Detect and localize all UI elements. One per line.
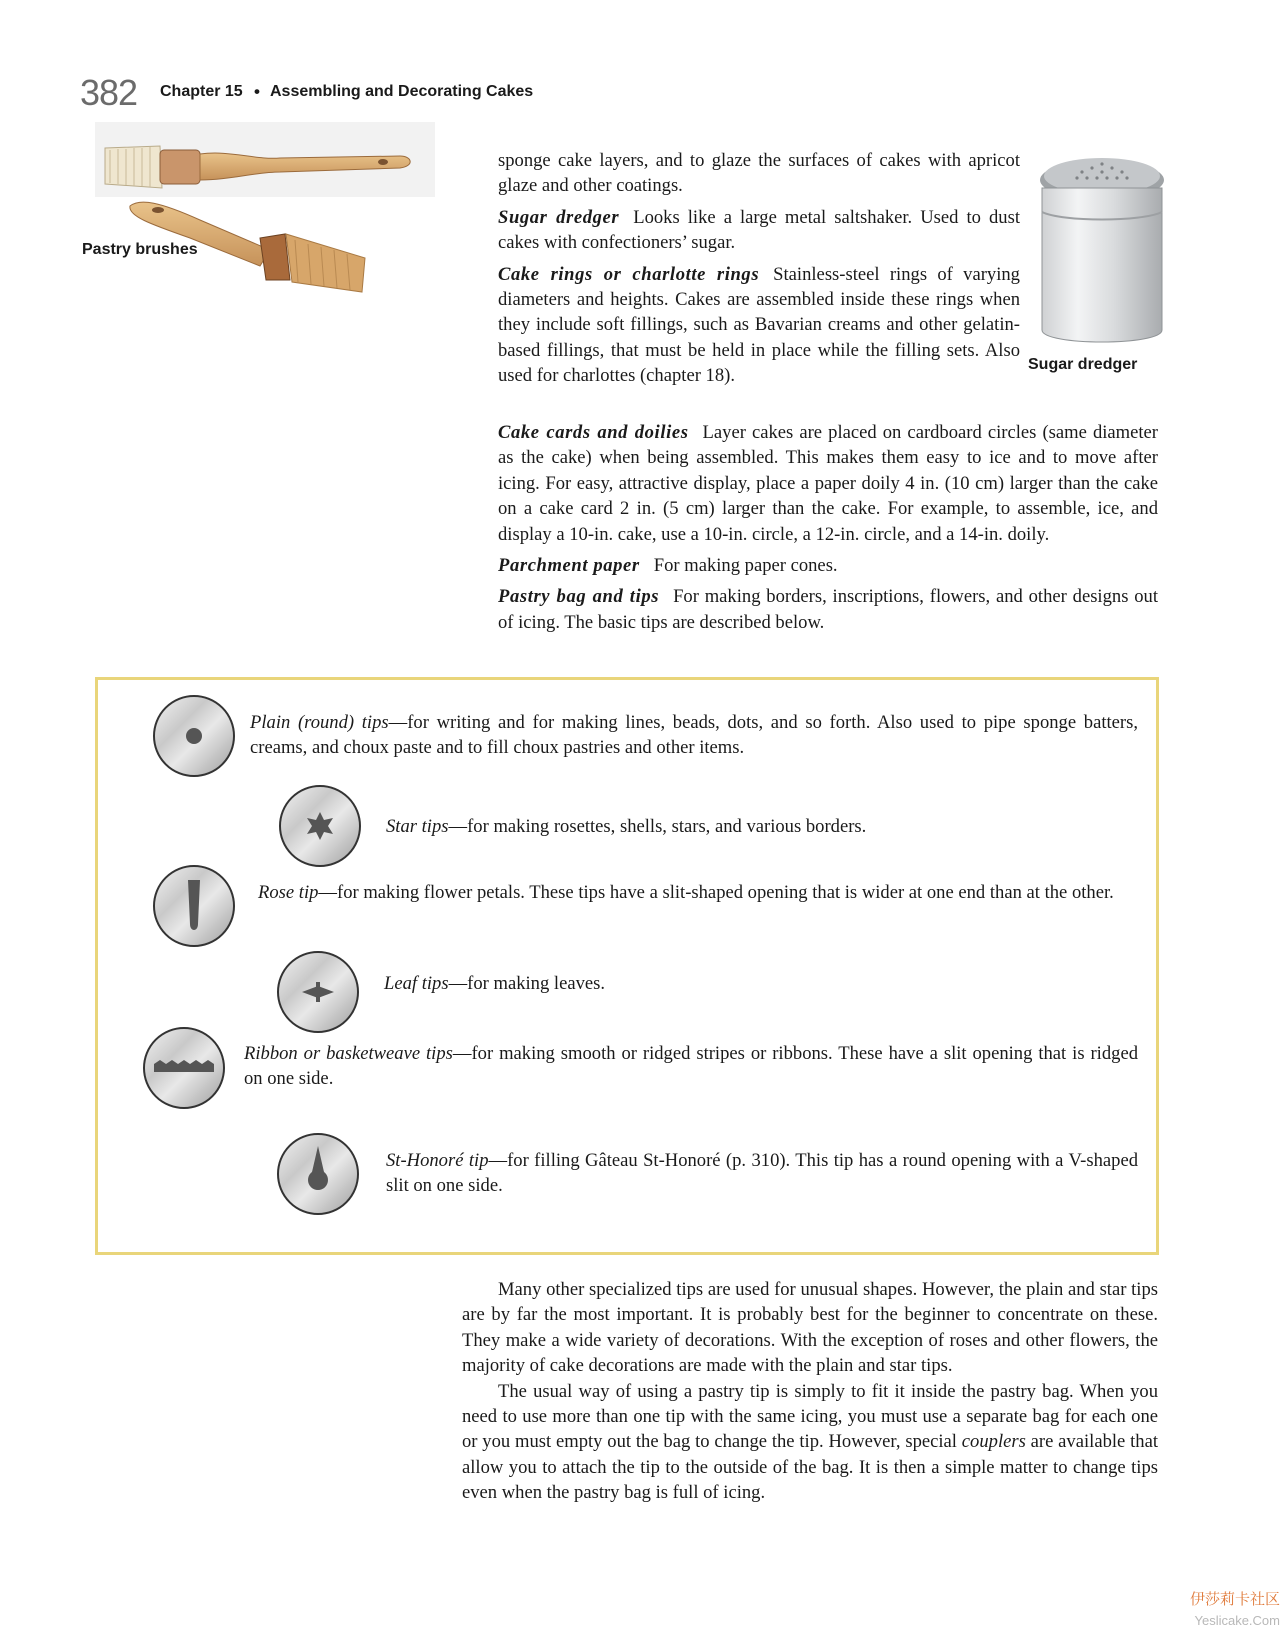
st-honore-tip-icon [276, 1132, 360, 1216]
ribbon-tip-icon [142, 1026, 226, 1110]
st-honore-tip-desc: —for filling Gâteau St-Honoré (p. 310). This tip has a round opening with a V-shaped slit on one side. [386, 1150, 1138, 1197]
leaf-tip-icon [276, 950, 360, 1034]
ribbon-tip-description [244, 1041, 1138, 1092]
leaf-tip-desc: —for making leaves. [448, 973, 606, 994]
star-tip-description [386, 814, 1136, 839]
leaf-tip-name: Leaf tips [384, 973, 449, 994]
cake-cards-term: Cake cards and doilies [498, 422, 689, 443]
sugar-dredger-text: Looks like a large metal saltshaker. Used to dust cakes with confectioners’ sugar. [498, 206, 1021, 254]
ribbon-tip-desc: —for making smooth or ridged stripes or ribbons. These have a slit opening that is ridged on one side. [244, 1043, 1138, 1090]
cake-cards-entry [498, 420, 1158, 547]
cake-rings-text: Stainless-steel rings of varying diameters and heights. Cakes are assembled inside these rings when they include soft fillings, such as Bavarian creams and other gelatin-based fillings, that must be held in place while the filling sets. Also used for charlottes (chapter 18). [498, 263, 1020, 387]
specialized-tips-paragraph: Many other specialized tips are used for unusual shapes. However, the plain and star tips are by far the most important. It is probably best for the beginner to concentrate on these. They make a wide variety of decorations. With the exception of roses and other flowers, the majority of cake decorations are made with the plain and star tips. [462, 1279, 1158, 1377]
header-bullet: • [254, 82, 260, 101]
couplers-term: couplers [961, 1431, 1026, 1453]
star-tip-desc: —for making rosettes, shells, stars, and various borders. [448, 816, 867, 837]
leaf-tip-description [384, 971, 1134, 996]
rose-tip-description [258, 880, 1138, 905]
chapter-label: Chapter 15 [160, 83, 243, 100]
watermark-site: Yeslicake.Com [1194, 1613, 1280, 1628]
plain-tip-description [250, 710, 1138, 761]
pastry-brushes-figure [80, 120, 450, 310]
parchment-text: For making paper cones. [653, 555, 838, 577]
cake-cards-text: Layer cakes are placed on cardboard circles (same diameter as the cake) when being assembled. This makes them easy to ice and to move after icing. For easy, attractive display, place a paper doily 4 in. (10 cm) larger than the cake on a cake card 2 in. (5 cm) larger than the cake. For example, to assemble, ice, and display a 10-in. cake, use a 10-in. circle, a 12-in. circle, and a 14-in. doily. [498, 422, 1158, 545]
sugar-dredger-term: Sugar dredger [498, 206, 620, 228]
sugar-dredger-figure [1022, 148, 1182, 378]
parchment-term: Parchment paper [498, 555, 640, 577]
page-number: 382 [80, 72, 138, 113]
sugar-dredger-caption: Sugar dredger [1028, 356, 1138, 373]
pastry-bag-term: Pastry bag and tips [498, 586, 660, 608]
sugar-dredger-image [1022, 148, 1182, 348]
st-honore-tip-description [386, 1148, 1138, 1199]
plain-tip-icon [152, 694, 236, 778]
star-tip-name: Star tips [386, 816, 449, 837]
watermark-chinese: 伊莎莉卡社区 [1189, 1591, 1280, 1608]
rose-tip-name: Rose tip [258, 882, 319, 903]
couplers-text-after: are available that allow you to attach the tip to the outside of the bag. It is then a simple matter to change tips even when the pastry bag is full of icing. [462, 1431, 1158, 1504]
pastry-brushes-image [80, 120, 450, 310]
plain-tip-name: Plain (round) tips [250, 712, 389, 733]
star-tip-icon [278, 784, 362, 868]
rose-tip-desc: —for making flower petals. These tips have a slit-shaped opening that is wider at one end than at the other. [318, 882, 1114, 903]
watermark [1140, 1588, 1280, 1628]
parchment-entry [498, 553, 1158, 578]
pastry-bag-entry [498, 584, 1158, 635]
couplers-paragraph [462, 1379, 1158, 1506]
plain-tip-desc: —for writing and for making lines, beads, dots, and so forth. Also used to pipe sponge batters, creams, and choux paste and to fill choux pastries and other items. [250, 712, 1138, 759]
rose-tip-icon [152, 864, 236, 948]
couplers-text-before: The usual way of using a pastry tip is simply to fit it inside the pastry bag. When you need to use more than one tip with the same icing, you must use a separate bag for each one or you must empty out the bag to change the tip. However, special [462, 1380, 1158, 1453]
tips-box [95, 677, 1159, 1255]
pastry-brushes-caption: Pastry brushes [82, 241, 198, 258]
cake-rings-entry [498, 262, 1020, 389]
ribbon-tip-name: Ribbon or basketweave tips [244, 1043, 453, 1064]
wide-text-column [498, 420, 1158, 635]
pastry-bag-text: For making borders, inscriptions, flowers, and other designs out of icing. The basic tips are described below. [498, 586, 1158, 633]
top-text-column [498, 148, 1020, 389]
intro-paragraph: sponge cake layers, and to glaze the surfaces of cakes with apricot glaze and other coatings. [498, 150, 1020, 197]
sugar-dredger-entry [498, 205, 1020, 256]
cake-rings-term: Cake rings or charlotte rings [498, 263, 760, 285]
st-honore-tip-name: St-Honoré tip [386, 1150, 489, 1171]
chapter-title: Assembling and Decorating Cakes [270, 83, 534, 100]
bottom-text-column [462, 1277, 1158, 1506]
page-header [80, 72, 780, 112]
